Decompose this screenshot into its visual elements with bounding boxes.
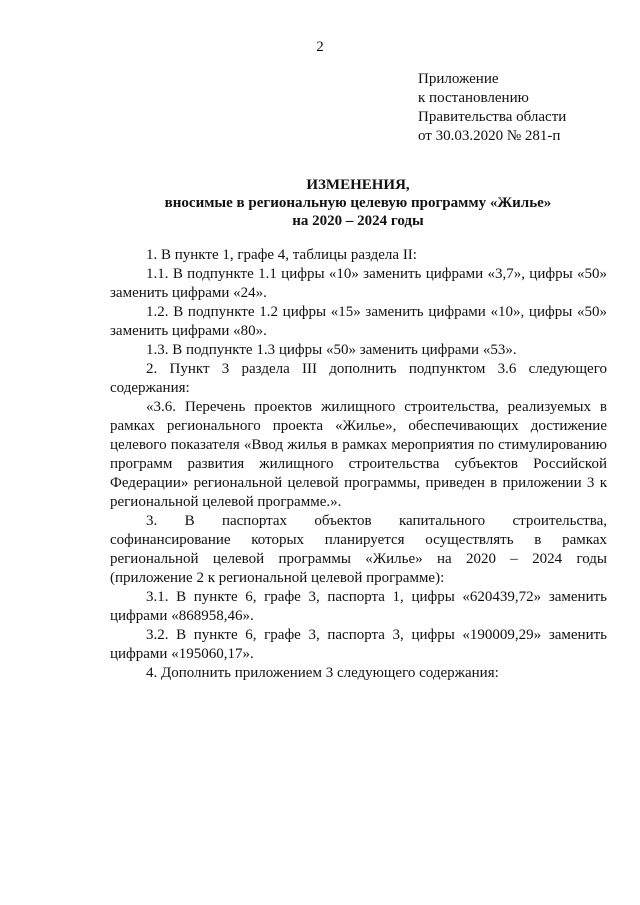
paragraph: 4. Дополнить приложением 3 следующего содержания: <box>146 665 499 681</box>
paragraph: 3.1. В пункте 6, графе 3, паспорта 1, цифры «620439,72» заменить цифрами «868958,46». <box>110 589 607 624</box>
title-line: на 2020 – 2024 годы <box>292 213 424 229</box>
title-line: ИЗМЕНЕНИЯ, <box>306 177 410 193</box>
document-title <box>110 176 606 230</box>
paragraph: 2. Пункт 3 раздела III дополнить подпунктом 3.6 следующего содержания: <box>110 361 607 396</box>
title-line: вносимые в региональную целевую программу «Жилье» <box>164 195 552 211</box>
paragraph: 1.2. В подпункте 1.2 цифры «15» заменить цифрами «10», цифры «50» заменить цифрами «80». <box>110 304 607 339</box>
page-number: 2 <box>316 39 324 55</box>
appendix-line: к постановлению <box>418 90 529 106</box>
document-body <box>110 246 607 683</box>
paragraph: 1.1. В подпункте 1.1 цифры «10» заменить цифрами «3,7», цифры «50» заменить цифрами «24». <box>110 266 607 301</box>
paragraph: 3.2. В пункте 6, графе 3, паспорта 3, цифры «190009,29» заменить цифрами «195060,17». <box>110 627 607 662</box>
paragraph: 1. В пункте 1, графе 4, таблицы раздела II: <box>146 247 417 263</box>
appendix-line: от 30.03.2020 № 281-п <box>418 128 561 144</box>
paragraph: 1.3. В подпункте 1.3 цифры «50» заменить цифрами «53». <box>146 342 517 358</box>
paragraph: «3.6. Перечень проектов жилищного строительства, реализуемых в рамках регионального проекта «Жилье», обеспечивающих достижение целевого показателя «Ввод жилья в рамках мероприятия по стимулированию программ развития жилищного строительства субъектов Российской Федерации» региональной целевой программы, приведен в приложении 3 к региональной целевой программе.». <box>110 399 607 510</box>
paragraph: 3. В паспортах объектов капитального строительства, софинансирование которых планируется осуществлять в рамках региональной целевой программы «Жилье» на 2020 – 2024 годы (приложение 2 к региональной целевой программе): <box>110 513 607 586</box>
appendix-line: Приложение <box>418 71 499 87</box>
appendix-header <box>418 70 618 146</box>
appendix-line: Правительства области <box>418 109 567 125</box>
